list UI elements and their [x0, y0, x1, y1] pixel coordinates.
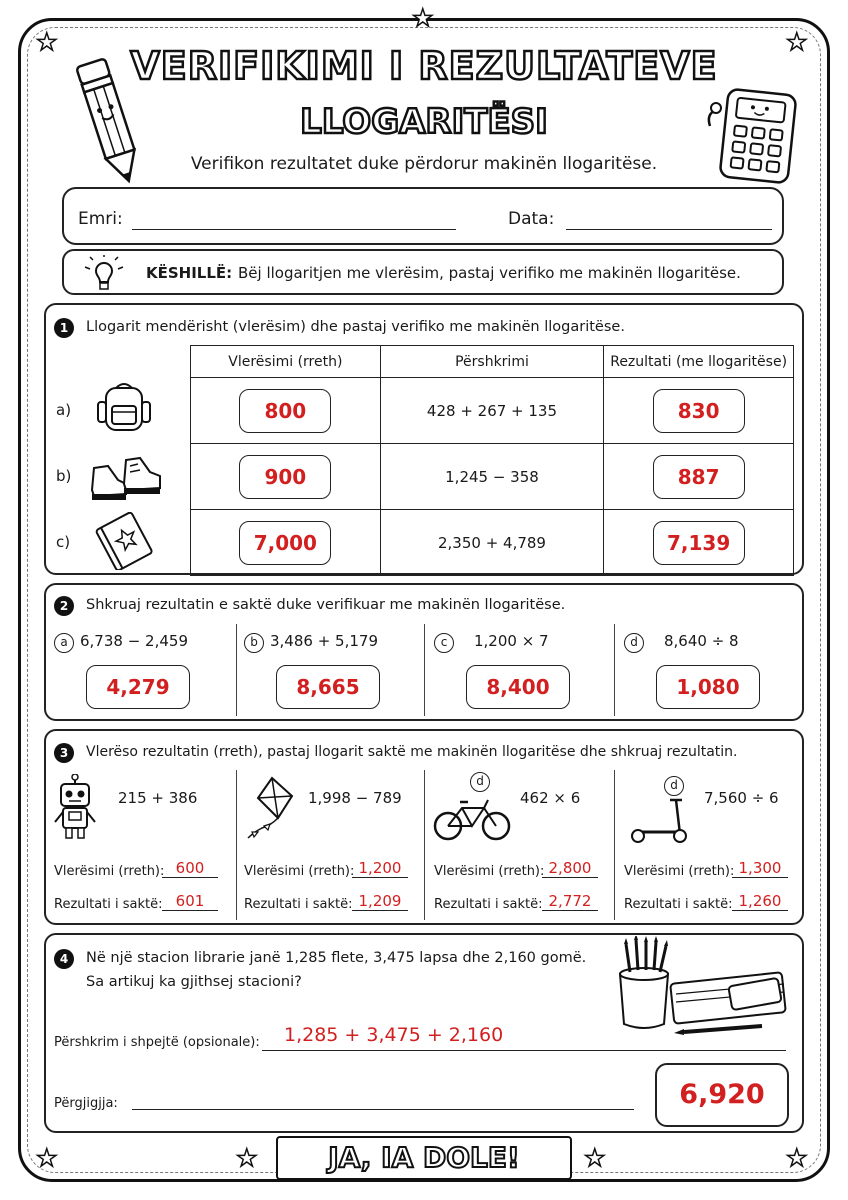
letter-badge: d — [470, 772, 490, 792]
divider — [236, 770, 237, 920]
quick-label: Përshkrim i shpejtë (opsionale): — [54, 1035, 260, 1050]
section-3-instruction: Vlerëso rezultatin (rreth), pastaj llogarit saktë me makinën llogaritëse dhe shkruaj rezultatin. — [86, 744, 738, 760]
star-icon: ★ — [36, 28, 58, 56]
problem-expression: 7,560 ÷ 6 — [704, 789, 779, 807]
divider — [424, 624, 425, 716]
page-title: VERIFIKIMI I REZULTATEVE — [130, 44, 718, 88]
quick-value[interactable]: 1,285 + 3,475 + 2,160 — [284, 1024, 504, 1046]
answer-box[interactable]: 8,665 — [276, 665, 380, 709]
row-letter: b) — [56, 467, 72, 485]
estimate-answer[interactable]: 600 — [162, 859, 218, 878]
exact-label: Rezultati i saktë: — [244, 897, 353, 912]
star-icon: ★ — [412, 4, 434, 32]
section-number: 4 — [54, 949, 74, 969]
expression: 2,350 + 4,789 — [380, 510, 604, 576]
problem-expression: a 6,738 − 2,459 — [54, 632, 188, 653]
star-icon: ★ — [786, 28, 808, 56]
name-label: Emri: — [78, 209, 123, 229]
exact-answer[interactable]: 1,260 — [732, 892, 788, 911]
letter-badge: d — [664, 776, 684, 796]
divider — [424, 770, 425, 920]
page-title-line2: LLOGARITËSI — [300, 102, 548, 142]
section-number: 2 — [54, 596, 74, 616]
tip-label: KËSHILLË: — [146, 264, 233, 282]
scooter-icon — [628, 796, 688, 844]
exact-label: Rezultati i saktë: — [624, 897, 733, 912]
expression: 1,245 − 358 — [380, 444, 604, 510]
problem-expression: 1,998 − 789 — [308, 789, 402, 807]
final-answer-box[interactable] — [655, 1063, 789, 1127]
section-number: 3 — [54, 743, 74, 763]
star-icon: ★ — [236, 1144, 258, 1172]
answer-box[interactable]: 4,279 — [86, 665, 190, 709]
expression: 428 + 267 + 135 — [380, 378, 604, 444]
star-icon: ★ — [786, 1144, 808, 1172]
tip-box — [62, 249, 784, 295]
exact-answer[interactable]: 1,209 — [352, 892, 408, 911]
robot-icon — [52, 774, 98, 842]
estimate-answer[interactable]: 1,200 — [352, 859, 408, 878]
row-letter: c) — [56, 533, 71, 551]
letter-badge: d — [624, 633, 644, 653]
answer-box[interactable]: 1,080 — [656, 665, 760, 709]
name-field[interactable] — [132, 229, 456, 230]
letter-badge: b — [244, 633, 264, 653]
section-number: 1 — [54, 318, 74, 338]
problem-expression: c 1,200 × 7 — [434, 632, 549, 653]
divider — [614, 770, 615, 920]
answer-box[interactable]: 8,400 — [466, 665, 570, 709]
result-answer[interactable]: 887 — [653, 455, 745, 499]
estimate-table — [190, 345, 794, 576]
table-row — [191, 444, 794, 510]
exact-label: Rezultati i saktë: — [54, 897, 163, 912]
divider — [236, 624, 237, 716]
page-subtitle: Verifikon rezultatet duke përdorur makinën llogaritëse. — [190, 154, 658, 174]
divider — [614, 624, 615, 716]
letter-badge: c — [434, 633, 454, 653]
row-letter: a) — [56, 401, 72, 419]
final-answer: 6,920 — [679, 1079, 765, 1110]
bicycle-icon — [432, 796, 512, 842]
letter-badge: a — [54, 633, 74, 653]
estimate-answer[interactable]: 1,300 — [732, 859, 788, 878]
answer-label: Përgjigjja: — [54, 1096, 118, 1111]
estimate-answer[interactable]: 7,000 — [239, 521, 331, 565]
header-result: Rezultati (me llogaritëse) — [604, 346, 794, 378]
estimate-answer[interactable]: 2,800 — [542, 859, 598, 878]
result-answer[interactable]: 7,139 — [653, 521, 745, 565]
estimate-label: Vlerësimi (rreth): — [624, 864, 735, 879]
shoes-icon — [88, 450, 164, 504]
estimate-answer[interactable]: 800 — [239, 389, 331, 433]
estimate-label: Vlerësimi (rreth): — [244, 864, 355, 879]
section-2-instruction: Shkruaj rezultatin e saktë duke verifikuar me makinën llogaritëse. — [86, 597, 566, 613]
problem-expression: 215 + 386 — [118, 789, 198, 807]
star-icon: ★ — [36, 1144, 58, 1172]
footer-banner: JA, IA DOLE! — [276, 1136, 572, 1180]
table-row — [191, 510, 794, 576]
kite-icon — [240, 774, 300, 844]
table-row — [191, 378, 794, 444]
exact-answer[interactable]: 2,772 — [542, 892, 598, 911]
estimate-label: Vlerësimi (rreth): — [434, 864, 545, 879]
problem-expression: d 8,640 ÷ 8 — [624, 632, 739, 653]
date-field[interactable] — [566, 229, 772, 230]
question-text: Sa artikuj ka gjithsej stacioni? — [86, 974, 302, 990]
quick-line — [262, 1050, 786, 1051]
tip-text: Bëj llogaritjen me vlerësim, pastaj verifiko me makinën llogaritëse. — [238, 264, 741, 282]
name-date-box — [62, 187, 784, 245]
stationery-icon — [612, 936, 794, 1040]
answer-line — [132, 1109, 634, 1110]
estimate-label: Vlerësimi (rreth): — [54, 864, 165, 879]
header-expression: Përshkrimi — [380, 346, 604, 378]
estimate-answer[interactable]: 900 — [239, 455, 331, 499]
section-1-instruction: Llogarit mendërisht (vlerësim) dhe pastaj verifiko me makinën llogaritëse. — [86, 319, 625, 335]
book-icon — [92, 512, 158, 570]
exact-label: Rezultati i saktë: — [434, 897, 543, 912]
problem-expression: 462 × 6 — [520, 789, 581, 807]
header-estimate: Vlerësimi (rreth) — [191, 346, 381, 378]
date-label: Data: — [508, 209, 555, 229]
star-icon: ★ — [584, 1144, 606, 1172]
problem-expression: b 3,486 + 5,179 — [244, 632, 378, 653]
lightbulb-icon — [84, 255, 124, 293]
question-text: Në një stacion librarie janë 1,285 flete, 3,475 lapsa dhe 2,160 gomë. — [86, 950, 587, 966]
backpack-icon — [94, 378, 154, 434]
result-answer[interactable]: 830 — [653, 389, 745, 433]
exact-answer[interactable]: 601 — [162, 892, 218, 911]
